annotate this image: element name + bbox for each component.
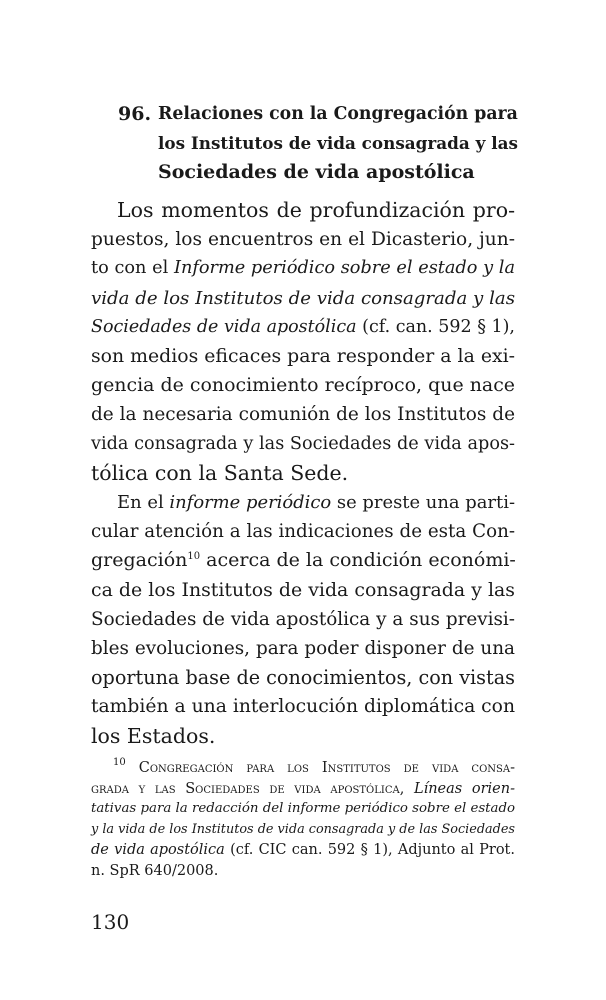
- text-run: acerca de la condición económi-: [200, 549, 516, 572]
- body-text: [91, 196, 515, 751]
- section-number: 96.: [118, 103, 152, 125]
- document-title-italic: tativas para la redacción del informe periódico sobre el estado: [91, 801, 516, 816]
- footnote: [91, 758, 515, 881]
- text-run: En el: [117, 492, 170, 514]
- paragraph-2-line: [91, 488, 515, 517]
- footnote-line: [91, 799, 515, 820]
- document-title-italic: Líneas orien-: [413, 780, 515, 797]
- footnote-line: [91, 758, 515, 779]
- paragraph-2-line: también a una interlocución diplomática con: [91, 696, 515, 718]
- text-run: to con el: [91, 258, 174, 279]
- footnote-line: [91, 779, 515, 800]
- paragraph-1-line: [91, 284, 515, 313]
- footnote-reference[interactable]: 10: [187, 551, 201, 563]
- report-title-italic: vida de los Institutos de vida consagrada y las: [91, 287, 515, 309]
- footnote-line: [91, 820, 515, 841]
- report-title-italic: Informe periódico sobre el estado y la: [173, 258, 515, 279]
- report-italic: informe periódico: [169, 492, 332, 514]
- paragraph-2-line: Sociedades de vida apostólica y a sus previsi-: [91, 608, 515, 630]
- paragraph-2-line: oportuna base de conocimientos, con vistas: [91, 666, 515, 690]
- footnote-line: [91, 840, 515, 861]
- text-run: se preste una parti-: [331, 492, 515, 514]
- section-heading: [118, 100, 518, 187]
- paragraph-1-line: tólica con la Santa Sede.: [91, 460, 349, 485]
- paragraph-1-line: puestos, los encuentros en el Dicasterio, jun-: [91, 229, 515, 251]
- footnote-marker: 10: [113, 757, 126, 768]
- paragraph-2-line: bles evoluciones, para poder disponer de una: [91, 638, 515, 660]
- paragraph-1-line: vida consagrada y las Sociedades de vida apos-: [91, 433, 515, 454]
- paragraph-2-line: cular atención a las indicaciones de esta Con-: [91, 521, 515, 543]
- paragraph-1-line: Los momentos de profundización pro-: [117, 198, 515, 222]
- document-title-italic: y la vida de los Institutos de vida consagrada y de las Sociedades: [91, 821, 515, 837]
- heading-line: Relaciones con la Congregación para: [158, 104, 518, 124]
- text-run: gregación: [91, 549, 188, 572]
- document-title-italic: de vida apostólica: [91, 842, 225, 858]
- paragraph-1-line: de la necesaria comunión de los Institutos de: [91, 404, 515, 426]
- footnote-line: n. SpR 640/2008.: [91, 862, 219, 879]
- heading-line: los Institutos de vida consagrada y las: [158, 133, 518, 153]
- paragraph-1-line: [91, 313, 515, 342]
- text-run: (cf. can. 592 § 1),: [356, 316, 515, 337]
- paragraph-1-line: son medios eficaces para responder a la exi-: [91, 346, 515, 368]
- report-title-italic: Sociedades de vida apostólica: [91, 316, 357, 337]
- text-run: grada y las Sociedades de vida apostólica,: [91, 780, 414, 797]
- heading-line: Sociedades de vida apostólica: [158, 161, 475, 183]
- paragraph-2-line: ca de los Institutos de vida consagrada y las: [91, 578, 515, 601]
- paragraph-2-line: los Estados.: [91, 723, 216, 748]
- text-run: (cf. CIC can. 592 § 1), Adjunto al Prot.: [224, 842, 515, 858]
- paragraph-2-line: [91, 546, 515, 575]
- page-number: 130: [91, 910, 130, 934]
- text-run: Congregación para los Institutos de vida consa-: [138, 760, 515, 776]
- paragraph-1-line: gencia de conocimiento recíproco, que nace: [91, 374, 515, 397]
- paragraph-1-line: [91, 254, 515, 283]
